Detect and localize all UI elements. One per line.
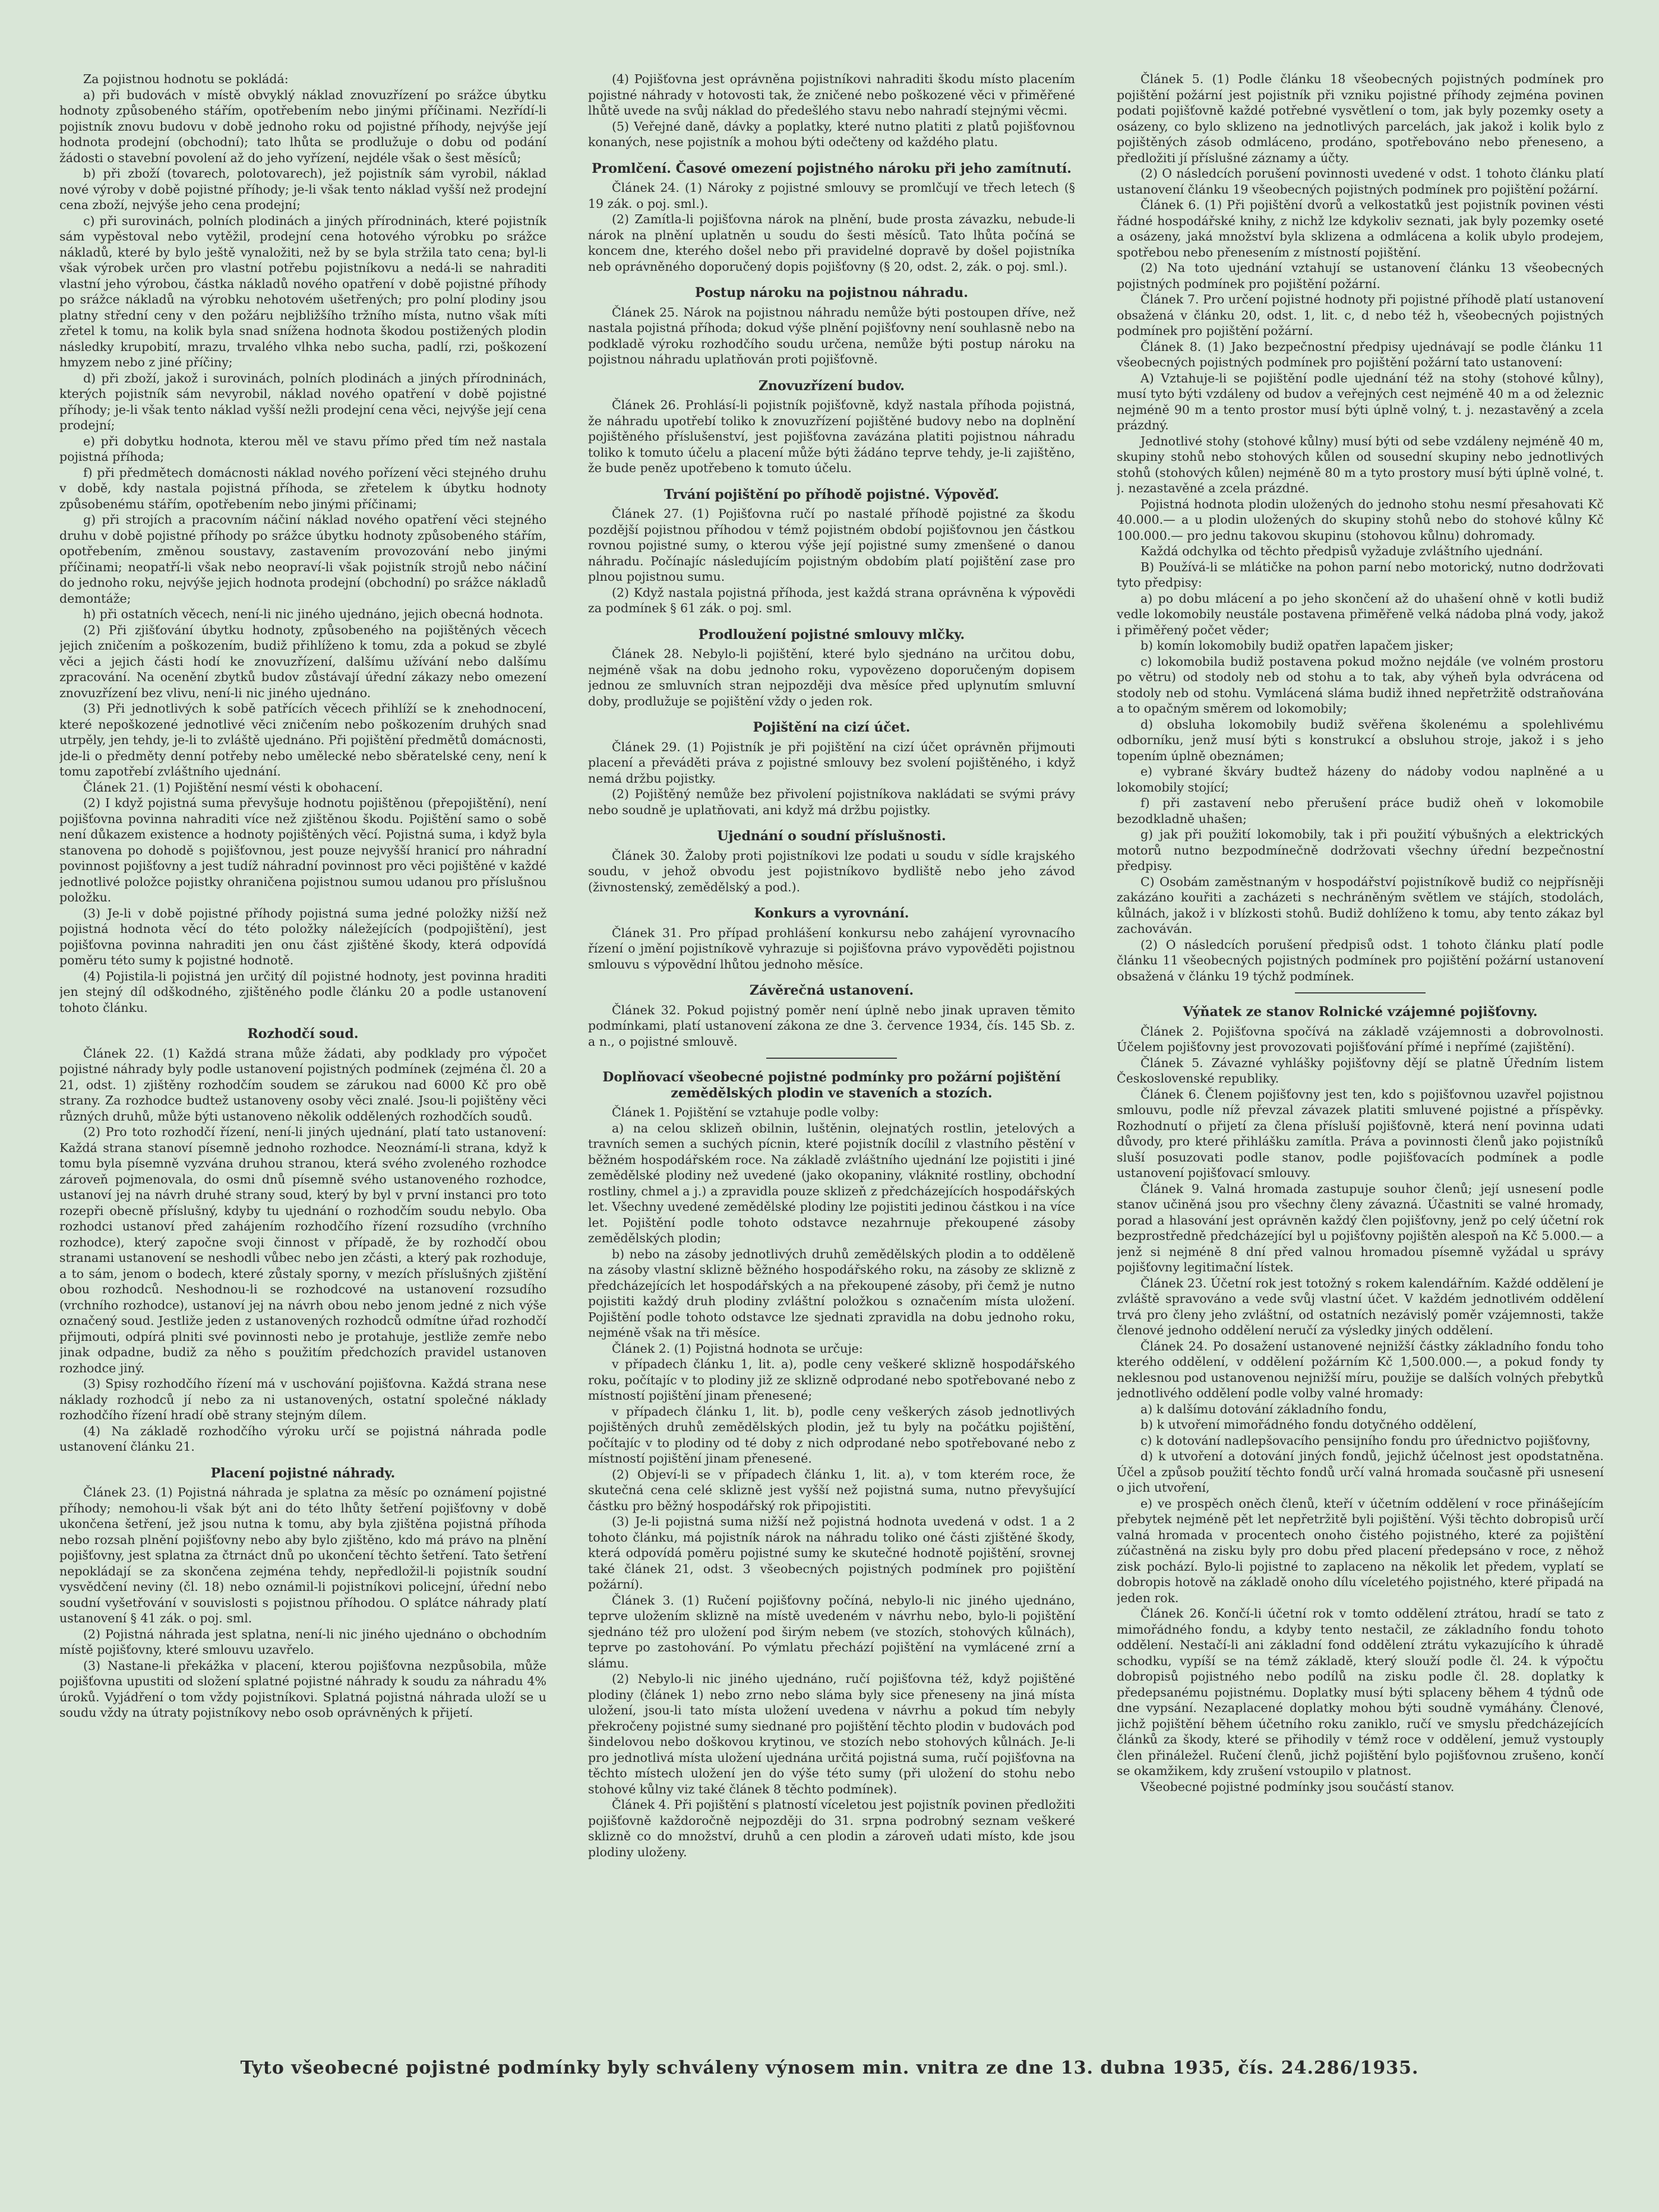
- paragraph: Článek 6. Členem pojišťovny jest ten, kdo s pojišťovnou uzavřel pojistnou smlouvu, podle níž převzal závazek platiti smluvené pojistné a příspěvky. Rozhodnutí o přijetí za člena přísluší pojišťovně, která není povinna udati důvody, pro které přihlášku zamítla. Práva a povinnosti členů jako pojistníků sluší posuzovati podle stanov, podle pojišťovacích podmínek a podle ustanovení pojišťovací smlouvy.: [1117, 1087, 1604, 1180]
- paragraph: Článek 23. (1) Pojistná náhrada je splatna za měsíc po oznámení pojistné příhody; nemohou-li však být ani do této lhůty šetření pojišťovny v době ukončena šetření, jež jsou nutna k tomu, aby byla zjištěna pojistná příhoda nebo rozsah plnění pojišťovny nebo aby bylo zjištěno, kdo má právo na plnění pojišťovny, jest splatna za čtrnáct dnů po ukončení těchto šetření. Tato šetření nepokládají se za skončena zejména tehdy, nepředložil-li pojistník soudní vysvědčení neviny (čl. 18) nebo oznámil-li pojistníkovi policejní, úřední nebo soudní vyšetřování v souvislosti s pojistnou příhodou. O splátce náhrady platí ustanovení § 41 zák. o poj. sml.: [59, 1485, 546, 1625]
- paragraph: g) při strojích a pracovním náčiní náklad nového opatření věci stejného druhu v době pojistné příhody po srážce úbytku hodnoty způsobeného stářím, opotřebením, změnou soustavy, zastavením provozování nebo jinými příčinami; neopatří-li však nebo neopraví-li však pojistník strojů nebo náčiní do jednoho roku, nejvýše jejich hodnota prodejní (obchodní) po srážce nákladů demontáže;: [59, 512, 546, 606]
- text-column-middle: [588, 71, 1075, 2067]
- section-heading: Výňatek ze stanov Rolnické vzájemné pojišťovny.: [1183, 1004, 1538, 1020]
- approval-footer: Tyto všeobecné pojistné podmínky byly schváleny výnosem min. vnitra ze dne 13. dubna 1935, čís. 24.286/1935.: [240, 2058, 1419, 2078]
- paragraph: d) při zboží, jakož i surovinách, polních plodinách a jiných přírodninách, kterých pojistník sám nevyrobil, náklad nového opatření v době pojistné příhody; je-li však tento náklad vyšší nežli prodejní cena věci, nejvýše její cena prodejní;: [59, 371, 546, 432]
- paragraph: Článek 9. Valná hromada zastupuje souhor členů; její usnesení podle stanov učiněná jsou pro všechny členy závazná. Účastniti se valné hromady, porad a hlasování jest oprávněn každý člen pojišťovny, jenž po celý účetní rok bezprostředně předcházející byl u pojišťovny pojištěn alespoň na Kč 5.000.— a jenž si nejméně 8 dní před valnou hromadou písemně vyžádal u správy pojišťovny legitimační lístek.: [1117, 1181, 1604, 1274]
- text-column-left: [59, 71, 546, 2067]
- paragraph: Článek 30. Žaloby proti pojistníkovi lze podati u soudu v sídle krajského soudu, v jehož obvodu jest pojistníkovo bydliště nebo jeho závod (živnostenský, zemědělský a pod.).: [588, 848, 1075, 894]
- paragraph: f) při zastavení nebo přerušení práce budiž oheň v lokomobile bezodkladně uhašen;: [1117, 796, 1604, 826]
- paragraph: c) lokomobila budiž postavena pokud možno nejdále (ve volném prostoru po větru) od stodoly neb od stohu a to tak, aby výheň byla odvrácena od stodoly neb od stohu. Vymlácená sláma budiž ihned nepřetržitě odstraňována a to opačným směrem od lokomobily;: [1117, 654, 1604, 716]
- paragraph: (3) Je-li v době pojistné příhody pojistná suma jedné položky nižší než pojistná hodnota věcí do této položky náležejících (podpojištění), jest pojišťovna povinna nahraditi jen onu část zjištěné škody, která odpovídá poměru této sumy k pojistné hodnotě.: [59, 906, 546, 967]
- paragraph: (2) Pojistná náhrada jest splatna, není-li nic jiného ujednáno o obchodním místě pojišťovny, které smlouvu uzavřelo.: [59, 1626, 546, 1657]
- document-page: [59, 71, 1604, 2067]
- section-heading: Trvání pojištění po příhodě pojistné. Výpověď.: [663, 486, 1000, 502]
- paragraph: (3) Je-li pojistná suma nižší než pojistná hodnota uvedená v odst. 1 a 2 tohoto článku, má pojistník nárok na náhradu toliko oné části zjištěné škody, která odpovídá poměru pojistné sumy ke skutečné hodnotě pojištění, srovnej také článek 21, odst. 3 všeobecných pojistných podmínek pro pojištění požární).: [588, 1514, 1075, 1591]
- paragraph: Článek 23. Účetní rok jest totožný s rokem kalendářním. Každé oddělení je zvláště spravováno a vede svůj vlastní účet. V každém jednotlivém oddělení trvá pro členy jeho zvláštní, od ostatních nezávislý poměr vzájemnosti, takže členové jednoho oddělení neručí za výsledky jiných oddělení.: [1117, 1276, 1604, 1337]
- paragraph: Článek 29. (1) Pojistník je při pojištění na cizí účet oprávněn přijmouti placení a převáděti práva z pojistné smlouvy bez svolení pojištěného, i když nemá držbu pojistky.: [588, 739, 1075, 786]
- paragraph: Za pojistnou hodnotu se pokládá:: [83, 72, 289, 86]
- paragraph: (2) Když nastala pojistná příhoda, jest každá strana oprávněna k výpovědi za podmínek § 61 zák. o poj. sml.: [588, 585, 1075, 615]
- paragraph: Článek 21. (1) Pojištění nesmí vésti k obohacení.: [83, 780, 383, 795]
- paragraph: Článek 24. Po dosažení ustanovené nejnižší částky základního fondu toho kterého oddělení, v oddělení požárním Kč 1,500.000.—, a pokud fondy ty neklesnou pod ustanovenou nejnižší míru, použije se dalších volných přebytků jednotlivého oddělení podle volby valné hromady:: [1117, 1338, 1604, 1400]
- paragraph: (2) O následcích porušení povinnosti uvedené v odst. 1 tohoto článku platí ustanovení článku 19 všeobecných pojistných podmínek pro pojištění požární.: [1117, 166, 1604, 197]
- paragraph: e) ve prospěch oněch členů, kteří v účetním oddělení v roce přinášejícím přebytek nejméně pět let nepřetržitě byli pojištění. Výši těchto dobropisů určí valná hromada v procentech onoho čistého pojistného, které za pojištění zúčastněná na zisku byly pro dobu před placení předepsáno v roce, z něhož zisk pochází. Bylo-li pojistné to zaplaceno na několik let předem, vyplatí se dobropis hotově na základě onoho dílu víceletého pojistného, které připadá na jeden rok.: [1117, 1496, 1604, 1605]
- paragraph: b) při zboží (tovarech, polotovarech), jež pojistník sám vyrobil, náklad nové výroby v době pojistné příhody; je-li však tento náklad vyšší než prodejní cena zboží, nejvýše jeho cena prodejní;: [59, 166, 546, 212]
- section-heading: Doplňovací všeobecné pojistné podmínky pro požární pojištění zemědělských plodin ve staveních a stozích.: [602, 1069, 1061, 1101]
- paragraph: b) komín lokomobily budiž opatřen lapačem jisker;: [1140, 638, 1454, 653]
- paragraph: h) při ostatních věcech, není-li nic jiného ujednáno, jejich obecná hodnota.: [83, 607, 543, 621]
- paragraph: (2) O následcích porušení předpisů odst. 1 tohoto článku platí podle článku 11 všeobecných pojistných podmínek pro pojištění požární ustanovení obsažená v článku 19 týchž podmínek.: [1117, 937, 1604, 983]
- paragraph: Článek 25. Nárok na pojistnou náhradu nemůže býti postoupen dříve, než nastala pojistná příhoda; dokud výše plnění pojišťovny není souhlasně nebo na podkladě výroku rozhodčího soudu určena, nemůže býti postup nároku na pojistnou náhradu uplatňován proti pojišťovně.: [588, 305, 1075, 366]
- paragraph: (2) Zamítla-li pojišťovna nárok na plnění, bude prosta závazku, nebude-li nárok na plnění uplatněn u soudu do šesti měsíců. Tato lhůta počíná se koncem dne, kterého došel nebo při pravidelné dopravě by došel pojistníka neb oprávněného doporučený dopis pojišťovny (§ 20, odst. 2, zák. o poj. sml.).: [588, 212, 1075, 274]
- paragraph: B) Používá-li se mlátičke na pohon parní nebo motorický, nutno dodržovati tyto předpisy:: [1117, 559, 1604, 590]
- text-column-right: [1117, 71, 1604, 2067]
- paragraph: Každá odchylka od těchto předpisů vyžaduje zvláštního ujednání.: [1140, 544, 1543, 558]
- paragraph: Článek 7. Pro určení pojistné hodnoty při pojistné příhodě platí ustanovení obsažená v článku 20, odst. 1, lit. c, d nebo též h, všeobecných pojistných podmínek pro pojištění požární.: [1117, 292, 1604, 338]
- paragraph: e) vybrané škváry budtež házeny do nádoby vodou naplněné a u lokomobily stojící;: [1117, 764, 1604, 795]
- paragraph: v případech článku 1, lit. b), podle ceny veškerých zásob jednotlivých pojištěných druhů zemědělských plodin, jež tu byly na počátku pojištění, počítajíc v to plodiny od té doby z nich odprodané nebo spotřebované nebo z místností pojištění jinam přenesené.: [588, 1404, 1075, 1466]
- paragraph: Článek 2. Pojišťovna spočívá na základě vzájemnosti a dobrovolnosti. Účelem pojišťovny jest provozovati pojišťování přímé i nepřímé (zajištění).: [1117, 1024, 1604, 1054]
- paragraph: a) na celou sklizeň obilnin, luštěnin, olejnatých rostlin, jetelových a travních semen a suchých pícnin, které pojistník docílil z vlastního pěstění v běžném hospodářském roce. Na základě zvláštního ujednání lze pojistiti i jiné zemědělské plodiny než uvedené (jako okopaniny, vláknité rostliny, obchodní rostliny, chmel a j.) a zpravidla pouze sklizeň z předcházejících hospodářských let. Všechny uvedené zemědělské plodiny lze pojistiti jedinou částkou i na více let. Pojištění podle tohoto odstavce nezahrnuje překoupené zásoby zemědělských plodin;: [588, 1121, 1075, 1245]
- paragraph: Článek 3. (1) Ručení pojišťovny počíná, nebylo-li nic jiného ujednáno, teprve uložením sklizně na místě uvedeném v návrhu nebo, bylo-li pojištění sjednáno též pro uložení pod širým nebem (ve stozích, stohových kůlnách), teprve po zastohování. Po výmlatu přechází pojištění na vymlácené zrní a slámu.: [588, 1593, 1075, 1670]
- section-divider: [766, 1058, 897, 1059]
- paragraph: (2) Objeví-li se v případech článku 1, lit. a), v tom kterém roce, že skutečná cena celé sklizně jest vyšší než pojistná suma, nutno převyšující částku pro běžný hospodářský rok připojistiti.: [588, 1467, 1075, 1513]
- paragraph: Jednotlivé stohy (stohové kůlny) musí býti od sebe vzdáleny nejméně 40 m, skupiny stohů nebo stohových kůlen od sousední skupiny nebo jednotlivých stohů (stohových kůlen) nejméně 80 m a tyto prostory musí býti úplně volné, t. j. nezastavěné a zcela prázdné.: [1117, 433, 1604, 495]
- paragraph: a) při budovách v místě obvyklý náklad znovuzřízení po srážce úbytku hodnoty způsobeného stářím, opotřebením nebo jinými příčinami. Nezřídí-li pojistník znovu budovu v době jednoho roku od pojistné příhody, nejvýše její hodnota prodejní (obchodní); tato lhůta se prodlužuje o dobu od podání žádosti o stavební povolení až do jeho vyřízení, nejdéle však o šest měsíců;: [59, 87, 546, 165]
- paragraph: (3) Nastane-li překážka v placení, kterou pojišťovna nezpůsobila, může pojišťovna upustiti od složení splatné pojistné náhrady k soudu za náhradu 4% úroků. Vyjádření o tom vždy pojistníkovi. Splatná pojistná náhrada uloží se u soudu vždy na útraty pojistníkovy nebo osob oprávněných k přijetí.: [59, 1658, 546, 1720]
- paragraph: b) k utvoření mimořádného fondu dotyčného oddělení,: [1140, 1417, 1477, 1432]
- paragraph: v případech článku 1, lit. a), podle ceny veškeré sklizně hospodářského roku, počítajíc v to plodiny již ze sklizně odprodané nebo spotřebované nebo z místností pojištění jinam přenesené;: [588, 1357, 1075, 1403]
- paragraph: a) po dobu mlácení a po jeho skončení až do uhašení ohně v kotli budiž vedle lokomobily neustále postavena přiměřeně velká nádoba plná vody, jakož i přiměřený počet věder;: [1117, 591, 1604, 637]
- section-heading: Prodloužení pojistné smlouvy mlčky.: [698, 626, 965, 643]
- paragraph: (4) Pojišťovna jest oprávněna pojistníkovi nahraditi škodu místo placením pojistné náhrady v hotovosti tak, že zničené nebo poškozené věci v přiměřené lhůtě uvede na svůj náklad do předešlého stavu nebo nahradí stejnými věcmi.: [588, 72, 1075, 118]
- paragraph: c) k dotování nadlepšovacího pensijního fondu pro úřednictvo pojišťovny,: [1140, 1433, 1591, 1448]
- paragraph: f) při předmětech domácnosti náklad nového pořízení věci stejného druhu v době, kdy nastala pojistná příhoda, se zřetelem k úbytku hodnoty způsobenému stářím, opotřebením nebo jinými příčinami;: [59, 465, 546, 511]
- paragraph: Článek 28. Nebylo-li pojištění, které bylo sjednáno na určitou dobu, nejméně však na dobu jednoho roku, vypovězeno doporučeným dopisem jednou ze smluvních stran nejpozději dva měsíce před uplynutím smluvní doby, prodlužuje se pojištění vždy o jeden rok.: [588, 647, 1075, 708]
- paragraph: Článek 26. Končí-li účetní rok v tomto oddělení ztrátou, hradí se tato z mimořádného fondu, a kdyby tento nestačil, ze základního fondu tohoto oddělení. Nestačí-li ani základní fond oddělení ztrátu vykazujícího k úhradě schodku, vypíší se na témž základě, který slouží podle čl. 24. k výpočtu dobropisů pojistného nebo podílů na zisku podle čl. 28. doplatky k předepsanému pojistnému. Doplatky musí býti splaceny během 4 týdnů ode dne vypsání. Nezaplacené doplatky mohou býti soudně vymáhány. Členové, jichž pojištění během účetního roku zaniklo, ručí ve smyslu předcházejících článků za škody, které se přihodily v témž roce v oddělení, jemuž vystouply člen přináležel. Ručení členů, jichž pojištění bylo pojišťovnou zrušeno, končí se okamžikem, kdy zrušení vstoupilo v platnost.: [1117, 1606, 1604, 1778]
- paragraph: e) při dobytku hodnota, kterou měl ve stavu přímo před tím než nastala pojistná příhoda;: [59, 433, 546, 464]
- paragraph: (2) Na toto ujednání vztahují se ustanovení článku 13 všeobecných pojistných podmínek pro pojištění požární.: [1117, 261, 1604, 291]
- paragraph: Článek 4. Při pojištění s platností víceletou jest pojistník povinen předložiti pojišťovně každoročně nejpozději do 31. srpna podrobný seznam veškeré sklizně co do množství, druhů a cen plodin a zároveň udati místo, kde jsou plodiny uloženy.: [588, 1798, 1075, 1859]
- paragraph: b) nebo na zásoby jednotlivých druhů zemědělských plodin a to odděleně na zásoby vlastní sklizně běžného hospodářského roku, na zásoby ze sklizně z předcházejících let hospodářských a na překoupené zásoby, při čemž je nutno pojistiti každý druh plodiny zvláštní položkou s označením místa uložení. Pojištění podle tohoto odstavce lze sjednati zpravidla na dobu jednoho roku, nejméně však na tři měsíce.: [588, 1246, 1075, 1340]
- paragraph: (2) Pojištěný nemůže bez přivolení pojistníkova nakládati se svými právy nebo soudně je uplatňovati, ani když má držbu pojistky.: [588, 787, 1075, 817]
- section-heading: Rozhodčí soud.: [247, 1026, 359, 1042]
- paragraph: Článek 26. Prohlásí-li pojistník pojišťovně, když nastala příhoda pojistná, že náhradu upotřebí toliko k znovuzřízení pojištěné budovy nebo na doplnění pojištěného příslušenství, jest pojišťovna zavázána platiti pojistnou náhradu toliko k tomuto účelu a placení může býti žádáno teprve tehdy, je-li zajištěno, že bude peněz upotřebeno k tomuto účelu.: [588, 398, 1075, 475]
- paragraph: (3) Při jednotlivých k sobě patřících věcech přihlíží se k znehodnocení, které nepoškozené jednotlivé věci zničením nebo poškozením druhých snad utrpěly, jen tehdy, je-li to zvláště ujednáno. Při pojištění předmětů domácnosti, jde-li o předměty denní potřeby nebo umělecké nebo sběratelské ceny, není k tomu zapotřebí zvláštního ujednání.: [59, 701, 546, 779]
- paragraph: Článek 24. (1) Nároky z pojistné smlouvy se promlčují ve třech letech (§ 19 zák. o poj. sml.).: [588, 181, 1075, 211]
- paragraph: Článek 1. Pojištění se vztahuje podle volby:: [612, 1105, 879, 1119]
- paragraph: (3) Spisy rozhodčího řízení má v uschování pojišťovna. Každá strana nese náklady rozhodců jí nebo za ni ustanovených, ostatní společné náklady rozhodčího řízení hradí obě strany stejným dílem.: [59, 1376, 546, 1422]
- section-heading: Pojištění na cizí účet.: [753, 720, 911, 735]
- paragraph: Článek 5. Závazné vyhlášky pojišťovny dějí se platně Úředním listem Československé republiky.: [1117, 1055, 1604, 1086]
- section-divider: [1295, 992, 1426, 993]
- paragraph: Článek 6. (1) Při pojištění dvorů a velkostatků jest pojistník povinen vésti řádné hospodářské knihy, z nichž lze kdykoliv seznati, jak byly pozemky oseté a osázeny, jaká množství byla sklizena a odmlácena a kolik ubylo prodejem, spotřebou nebo přenesením z místností pojištění.: [1117, 198, 1604, 260]
- paragraph: Článek 31. Pro případ prohlášení konkursu nebo zahájení vyrovnacího řízení o jmění pojistníkově vyhrazuje si pojišťovna právo vypověděti pojistnou smlouvu s výpovědní lhůtou jednoho měsíce.: [588, 925, 1075, 971]
- paragraph: (2) Pro toto rozhodčí řízení, není-li jiných ujednání, platí tato ustanovení: Každá strana stanoví písemně jednoho rozhodce. Neoznámí-li strana, když k tomu byla písemně vyzvána druhou stranou, která svého zvoleného rozhodce zároveň pojmenovala, do osmi dnů písemně svého ustanoveného rozhodce, ustanoví jej na návrh druhé strany soud, který by byl v první instanci pro toto rozepři obecně příslušný, kdyby tu ujednání o rozhodčím soudu nebylo. Oba rozhodci ustanoví před zahájením rozhodčího řízení rozsudího (vrchního rozhodce), který započne svoji činnost v případě, že by rozhodčí obou stranami ustanovení se neshodli vůbec nebo jen zčásti, a který pak rozhoduje, a to sám, jenom o bodech, které zůstaly sporny, v mezích příslušných zjištění obou rozhodců. Neshodnou-li se rozhodcové na ustanovení rozsudího (vrchního rozhodce), ustanoví jej na návrh obou nebo jenom jedné z nich výše označený soud. Jestliže jeden z ustanovených rozhodců odmítne úřad rozhodčí přijmouti, odpírá plniti své povinnosti nebo je protahuje, jestliže zemře nebo jinak odpadne, budiž za něho s použitím předchozích pravidel ustanoven rozhodce jiný.: [59, 1125, 546, 1375]
- paragraph: Článek 2. (1) Pojistná hodnota se určuje:: [612, 1341, 863, 1356]
- section-heading: Znovuzřízení budov.: [758, 378, 905, 394]
- paragraph: a) k dalšímu dotování základního fondu,: [1140, 1401, 1388, 1416]
- paragraph: C) Osobám zaměstnaným v hospodářství pojistníkově budiž co nejpřísněji zakázáno kouřiti a zacházeti s nechráněným světlem ve stájích, stodolách, kůlnách, jakož i v blízkosti stohů. Budiž dohlíženo k tomu, aby tento zákaz byl zachováván.: [1117, 874, 1604, 936]
- paragraph: A) Vztahuje-li se pojištění podle ujednání též na stohy (stohové kůlny), musí tyto býti vzdáleny od budov a veřejných cest nejméně 40 m a od železnic nejméně 90 m a tento prostor musí býti úplně volný, t. j. nezastavěný a zcela prázdný.: [1117, 371, 1604, 432]
- paragraph: Všeobecné pojistné podmínky jsou součástí stanov.: [1140, 1779, 1455, 1794]
- paragraph: c) při surovinách, polních plodinách a jiných přírodninách, které pojistník sám vypěstoval nebo vytěžil, prodejní cena hotového výrobku po srážce nákladů, které by bylo ještě vynaložiti, než by se byla stržila tato cena; byl-li však výrobek určen pro vlastní potřebu pojistníkovu a nedá-li se nahraditi vlastní jeho výrobou, částka nákladů nového opatření v době pojistné příhody po srážce nákladů na výrobku nehotovém ušetřených; pro polní plodiny jsou platny střední ceny v den požáru nejbližšího tržního místa, nutno však míti zřetel k tomu, na kolik byla snad snížena hodnota škodou postižených plodin následky krupobití, mrazu, trvalého vlhka nebo sucha, padlí, rzi, poškození hmyzem nebo z jiné příčiny;: [59, 213, 546, 369]
- paragraph: d) k utvoření a dotování jiných fondů, jejichž účelnost jest opodstatněna. Účel a způsob použití těchto fondů určí valná hromada současně při usnesení o jich utvoření,: [1117, 1449, 1604, 1495]
- paragraph: (5) Veřejné daně, dávky a poplatky, které nutno platiti z platů pojišťovnou konaných, nese pojistník a mohou býti odečteny od každého platu.: [588, 119, 1075, 149]
- paragraph: (4) Pojistila-li pojistná jen určitý díl pojistné hodnoty, jest povinna hraditi jen stejný díl odškodného, zjištěného podle článku 20 a podle ustanovení tohoto článku.: [59, 969, 546, 1015]
- section-heading: Ujednání o soudní příslušnosti.: [717, 828, 946, 844]
- paragraph: Článek 8. (1) Jako bezpečnostní předpisy ujednávají se podle článku 11 všeobecných pojistných podmínek pro pojištění požární tato ustanovení:: [1117, 339, 1604, 369]
- section-heading: Placení pojistné náhrady.: [210, 1465, 396, 1481]
- paragraph: Článek 32. Pokud pojistný poměr není úplně nebo jinak upraven těmito podmínkami, platí ustanovení zákona ze dne 3. července 1934, čís. 145 Sb. z. a n., o pojistné smlouvě.: [588, 1002, 1075, 1049]
- paragraph: Pojistná hodnota plodin uložených do jednoho stohu nesmí přesahovati Kč 40.000.— a u plodin uložených do skupiny stohů nebo do stohové kůlny Kč 100.000.— pro jednu takovou skupinu (stohovou kůlnu) dohromady.: [1117, 496, 1604, 543]
- paragraph: Článek 5. (1) Podle článku 18 všeobecných pojistných podmínek pro pojištění požární jest pojistník při vzniku pojistné příhody zejména povinen podati pojišťovně každé potřebné vysvětlení o tom, jak byly pozemky osety a osázeny, co bylo sklizeno na jednotlivých parcelách, jak jakož i kolik bylo z pojištěných zásob odmláceno, prodáno, spotřebováno nebo přeneseno, a předložiti jí příslušné záznamy a účty.: [1117, 72, 1604, 165]
- section-heading: Promlčení. Časové omezení pojistného nároku při jeho zamítnutí.: [592, 160, 1072, 176]
- paragraph: (2) I když pojistná suma převyšuje hodnotu pojištěnou (přepojištění), není pojišťovna povinna nahraditi více než zjištěnou škodu. Pojištění samo o sobě není důkazem existence a hodnoty pojištěných věcí. Pojistná suma, i když byla stanovena po dohodě s pojišťovnou, jest pouze nejvyšší hranicí pro náhradní povinnost pojišťovny a jest tudíž náhradní povinnost pro věci pojištěné v každé jednotlivé položce pojistky ohraničena pojistnou sumou udanou pro příslušnou položku.: [59, 796, 546, 904]
- paragraph: (2) Při zjišťování úbytku hodnoty, způsobeného na pojištěných věcech jejich zničením a poškozením, budiž přihlíženo k tomu, zda a pokud se zbylé věci a jejich části hodí ke znovuzřízení, dalšímu užívání nebo dalšímu zpracování. Na ocenění zbytků budov zůstávají úřední zákazy nebo omezení znovuzřízení bez vlivu, není-li nic jiného ujednáno.: [59, 622, 546, 700]
- section-heading: Závěrečná ustanovení.: [749, 983, 914, 998]
- paragraph: Článek 27. (1) Pojišťovna ručí po nastalé příhodě pojistné za škodu pozdější pojistnou příhodou v témž pojistném období pojišťovnou jen částkou rovnou pojistné sumy, o kterou výše její pojistné sumy zmenšené o danou náhradu. Počínajíc následujícím pojistným obdobím platí pojištění zase pro plnou pojistnou sumu.: [588, 507, 1075, 584]
- paragraph: (4) Na základě rozhodčího výroku určí se pojistná náhrada podle ustanovení článku 21.: [59, 1423, 546, 1454]
- paragraph: (2) Nebylo-li nic jiného ujednáno, ručí pojišťovna též, když pojištěné plodiny (článek 1) nebo zrno nebo sláma byly sice přeneseny na jiná místa uložení, jsou-li tato místa uložení uvedena v návrhu a pokud tím nebyly překročeny pojistné sumy siednané pro pojištění těchto plodin v budovách pod šindelovou nebo doškovou krytinou, ve stozích nebo stohových kůlnách. Je-li pro jednotlivá místa uložení ujednána určitá pojistná suma, ručí pojišťovna na těchto místech uložení jen do výše této sumy (při uložení do stohu nebo stohové kůlny viz také článek 8 těchto podmínek).: [588, 1672, 1075, 1796]
- section-heading: Postup nároku na pojistnou náhradu.: [695, 285, 968, 300]
- paragraph: g) jak při použití lokomobily, tak i při použití výbušných a elektrických motorů nutno bezpodmínečně dodržovati všechny úřední bezpečnostní předpisy.: [1117, 827, 1604, 873]
- paragraph: d) obsluha lokomobily budiž svěřena školenému a spolehlivému odborníku, jenž musí býti s konstrukcí a obsluhou stroje, jakož i s jeho topením úplně obeznámen;: [1117, 717, 1604, 763]
- section-heading: Konkurs a vyrovnání.: [754, 906, 909, 921]
- paragraph: Článek 22. (1) Každá strana může žádati, aby podklady pro výpočet pojistné náhrady byly podle ustanovení pojistných podmínek (zejména čl. 20 a 21, odst. 1) zjištěny rozhodčím soudem se zárukou nad 6000 Kč pro obě strany. Za rozhodce budtež ustanoveny osoby věci znalé. Jsou-li pojištěny věci různých druhů, může býti ustanoveno několik oddělených rozhodčích soudů.: [59, 1046, 546, 1124]
